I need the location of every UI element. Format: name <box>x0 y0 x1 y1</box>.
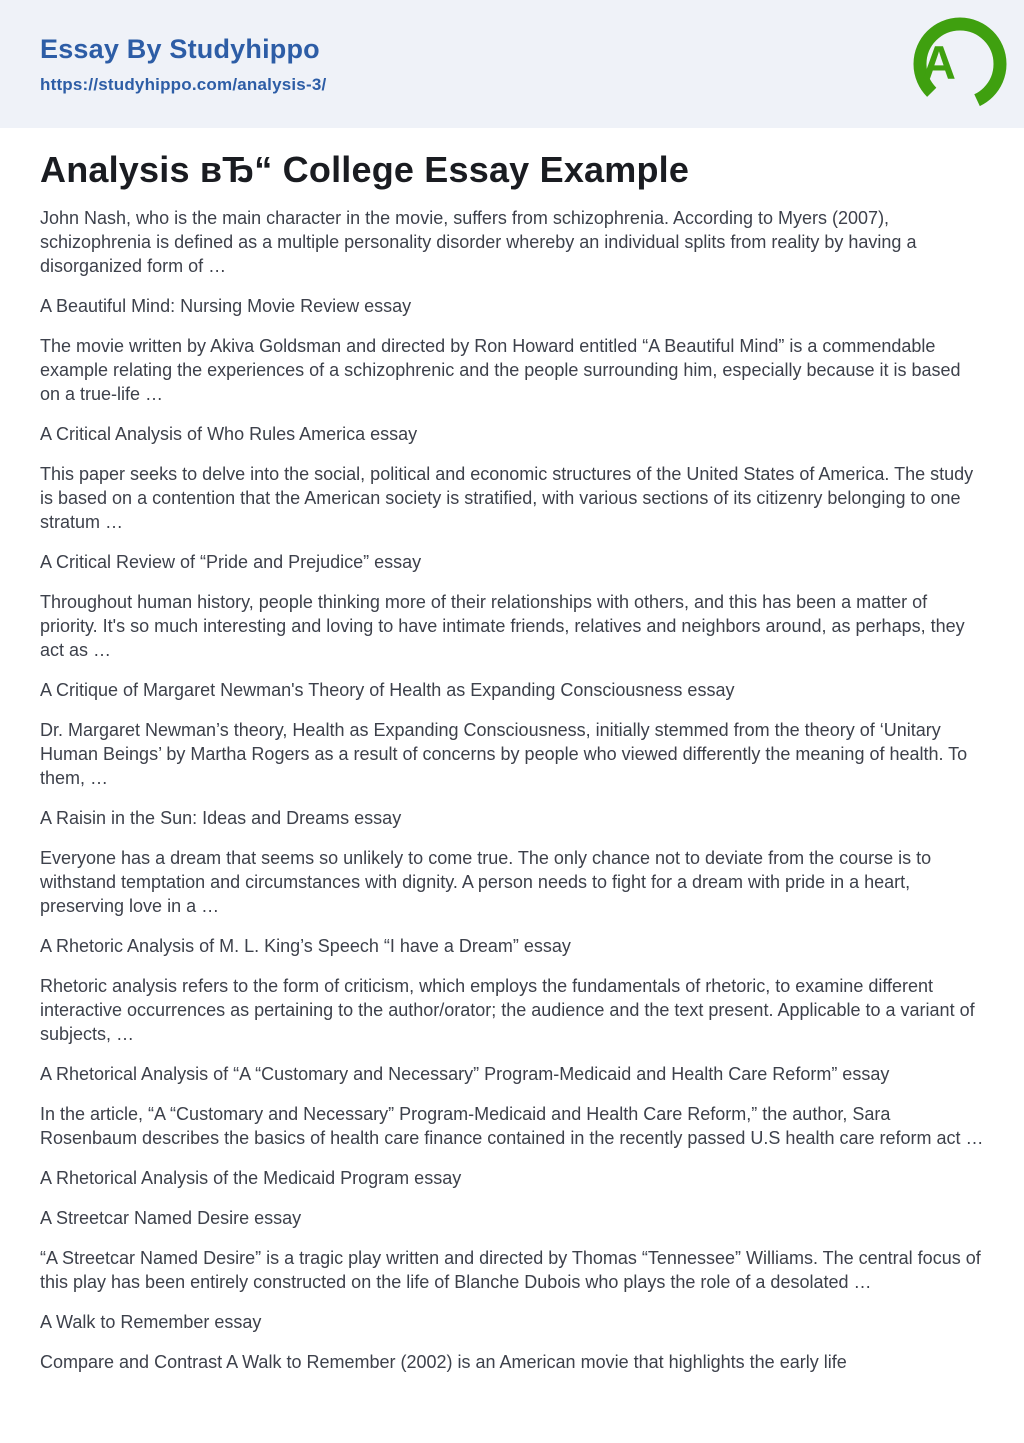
essay-excerpt: Rhetoric analysis refers to the form of criticism, which employs the fundamentals of rhetoric, to examine different interactive occurrences as pertaining to the author/orator; the audience and the text present. Applicable to a variant of subjects, … <box>40 976 975 1044</box>
essay-title: A Critical Analysis of Who Rules America essay <box>40 424 418 444</box>
essay-excerpt: John Nash, who is the main character in the movie, suffers from schizophrenia. According to Myers (2007), schizophrenia is defined as a multiple personality disorder whereby an individual splits from reality by having a disorganized form of … <box>40 208 917 276</box>
essay-excerpt: Dr. Margaret Newman’s theory, Health as Expanding Consciousness, initially stemmed from the theory of ‘Unitary Human Beings’ by Martha Rogers as a result of concerns by people who viewed differently the meaning of health. To them, … <box>40 720 968 788</box>
essay-title: A Walk to Remember essay <box>40 1312 262 1332</box>
essay-title: A Critical Review of “Pride and Prejudice” essay <box>40 552 422 572</box>
studyhippo-logo-icon <box>912 16 1008 112</box>
essay-title: A Rhetoric Analysis of M. L. King’s Speech “I have a Dream” essay <box>40 936 571 956</box>
essay-excerpt: The movie written by Akiva Goldsman and directed by Ron Howard entitled “A Beautiful Mind” is a commendable example relating the experiences of a schizophrenic and the people surrounding him, especially because it is based on a true-life … <box>40 336 961 404</box>
essay-list <box>40 206 984 1374</box>
site-url: https://studyhippo.com/analysis-3/ <box>40 74 327 94</box>
essay-excerpt: In the article, “A “Customary and Necessary” Program-Medicaid and Health Care Reform,” the author, Sara Rosenbaum describes the basics of health care finance contained in the recently passed U.S health care reform act … <box>40 1104 984 1148</box>
essay-excerpt: “A Streetcar Named Desire” is a tragic play written and directed by Thomas “Tennessee” Williams. The central focus of this play has been entirely constructed on the life of Blanche Dubois who plays the role of a desolated … <box>40 1248 981 1292</box>
logo-letter: A <box>922 36 956 89</box>
site-header <box>0 0 1024 128</box>
essay-title: A Rhetorical Analysis of “A “Customary and Necessary” Program-Medicaid and Health Care Reform” essay <box>40 1064 890 1084</box>
essay-excerpt: Everyone has a dream that seems so unlikely to come true. The only chance not to deviate from the course is to withstand temptation and circumstances with dignity. A person needs to fight for a dream with pride in a heart, preserving love in a … <box>40 848 932 916</box>
essay-title: A Raisin in the Sun: Ideas and Dreams essay <box>40 808 402 828</box>
site-title: Essay By Studyhippo <box>40 33 320 64</box>
essay-excerpt: Compare and Contrast A Walk to Remember (2002) is an American movie that highlights the early life <box>40 1352 847 1372</box>
essay-title: A Beautiful Mind: Nursing Movie Review essay <box>40 296 412 316</box>
essay-title: A Streetcar Named Desire essay <box>40 1208 302 1228</box>
content <box>0 128 1024 1430</box>
essay-title: A Rhetorical Analysis of the Medicaid Program essay <box>40 1168 462 1188</box>
essay-excerpt: This paper seeks to delve into the social, political and economic structures of the United States of America. The study is based on a contention that the American society is stratified, with various sections of its citizenry belonging to one stratum … <box>40 464 974 532</box>
page-title: Analysis вЂ“ College Essay Example <box>40 149 690 190</box>
essay-title: A Critique of Margaret Newman's Theory of Health as Expanding Consciousness essay <box>40 680 735 700</box>
site-meta <box>40 34 326 95</box>
essay-excerpt: Throughout human history, people thinking more of their relationships with others, and this has been a matter of priority. It's so much interesting and loving to have intimate friends, relatives and neighbors around, as perhaps, they act as … <box>40 592 965 660</box>
